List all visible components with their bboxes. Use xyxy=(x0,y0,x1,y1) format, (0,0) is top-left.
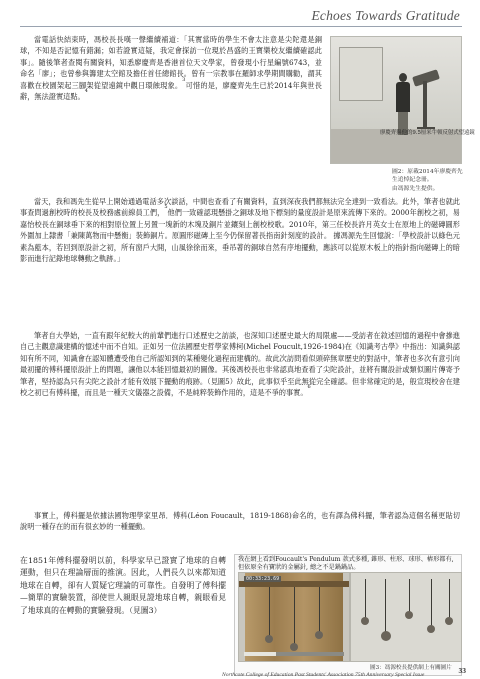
paragraph-4-text: 事實上，傅科擺是依據法國物理學家里昂．傅科(Léon Foucault，1819-1868)命名的，也有譯為佛科擺，筆者認為這個名稱更貼切說明一種存在的而有很玄妙的一種擺動。 xyxy=(20,511,460,532)
figure-2-caption-line-1: 圖2：原載2014年廖慶齊先生追悼紀念冊。 xyxy=(392,169,463,184)
liao-telescope-photo xyxy=(330,36,462,164)
footnote-ref-4: 4 xyxy=(84,88,88,95)
paragraph-2 xyxy=(20,196,460,264)
pendulum-figure-label: 我在網上看到Foucault's Pendulum 款式多種, 錐形、柱形、球形、樁形都有,但依原全有寶狀的金屬針, 總之不是鍋鍋品。 xyxy=(238,556,454,572)
figure-2-caption xyxy=(392,168,464,193)
paragraph-3-text: 筆者自大學始，一直有跟年紀較大的前輩們進行口述歷史之訪談，也深知口述歷史最大的局限處——受訪者在敘述回憶的過程中會摻進自己主觀意識建構的憶述中而不自知。正如另一位法國歷史哲學家傅柯(Michel Foucult,1926-1984)在《知識考古學》中指出：知識與認知有所不同，知識會在認知體遭受他自己所認知到的某種變化過程而建構的。故此次訪問看似頭碎無章歷史的對話中，筆者也多次有意引向最初擺的傅科擺原設計上的問題，讓他以本能回憶最初的圖像。其後馮校長也非常認真地查看了尖陀設計，並將有關設計或類似圖片傳寄予筆者，堅持認為只有尖陀之設計才能有效展下擺動的痕跡。（見圖5）故此，此事似乎至此無從完全確認。但非常確定的是，般宣現校舍在建校之初已有傅科擺，而且是一種天文儀器之設備，不是純粹裝飾作用的，這是不爭的事實。 xyxy=(20,331,460,398)
paragraph-4 xyxy=(20,510,460,533)
page-header-title: Echoes Towards Gratitude xyxy=(311,8,460,23)
footnote-ref-3: 3 xyxy=(182,76,186,83)
footnote-ref-6: 6 xyxy=(307,384,311,391)
pendulum-photo-gallery xyxy=(350,572,462,662)
paragraph-5 xyxy=(20,555,226,617)
paragraph-1-tail: 可惜的是，廖慶齊先生已於2014年與世長辭，無法證實這點。 xyxy=(20,80,322,102)
paragraph-3 xyxy=(20,330,460,398)
figure-2-caption-line-2: 由馮源先生提供。 xyxy=(392,185,439,192)
video-timestamp: 00:33:23.69 xyxy=(246,576,280,582)
paragraph-2-text: 當天，我和馮先生從早上開始通過電話多次談話，中間也查看了有關資料，直到深夜我們都無法完全達到一致看法。此外，筆者也就此事查問過創校時的校長及校務處前線員工們， xyxy=(20,197,460,218)
page-number: 33 xyxy=(458,666,466,675)
video-progress-bar[interactable] xyxy=(244,652,344,656)
footnote-ref-5: 5 xyxy=(164,204,168,211)
paragraph-1-text: 當電話快結束時，馮校長長嘆一聲繼續補道：「其實當時的學生不會太注意是尖陀還是銅球，不知是否記憶有錯漏；如若證實這疑，我定會探訪一位現於昌盛的王寶樂校友繼續確認此事」。隨後筆者查閱有關資料，知悉廖慶齊是香港首位天文學家，曾發現小行星編號6743，並命名「廖」；也曾參與籌建太空館及擔任首任總館長。曾有一宗教事在羅師求學期間購勸，謂其喜歡在校園架起三腳架從望遠鏡中觀日環蝕現象。 xyxy=(20,35,322,90)
footer-publication: Northcote College of Education Past Students' Association 75th Anniversary Special Issue xyxy=(222,672,425,678)
photo-inset-caption: 廖慶齊與他的9.5厘米牛頓反射式望遠鏡 xyxy=(380,130,475,136)
pendulum-video-frame xyxy=(238,572,350,662)
figure-3-caption: 圖3：馮源校長提供網上有關圖片 xyxy=(370,665,452,671)
paragraph-2-tail: 他們一致確認現懸掛之銅球及地下標刻的量度設計是原來流傳下來的。2000年創校之初，易嘉怡校長在銅球垂下來的相對原位置上另置一塊新的木塊及銅片並鑲刻上創校校歌。2010年，第三任校長許月英女士在原地上的磁磚圓形外圍加上隸書「兼陳萬物而中懸衡」裝飾銅片。原圓形磁磚上至今仍保留著長指南針刻度的設計。 據馮源先生回憶說：「學校設計以綠色元素為藍本，若回到原設計之初，所有窗戶大開，山風徐徐而來，垂吊著的銅球自然有序地擺動，應該可以從原木板上的指針指向磁磚上的暗影而進行記錄地球轉動之軌跡。」 xyxy=(20,208,460,264)
header-divider xyxy=(20,26,462,27)
paragraph-5-text: 在1851年傅科擺發明以前，科學家早已證實了地球的自轉運動，但只在理論層面的推演。因此，人們長久以來都知道地球在自轉，卻有人質疑它理論的可靠性。自發明了傅科擺—簡單的實驗裝置，卻使世人親眼見證地球自轉，親眼看見了地球真的在轉動的實驗發現。（見圖3） xyxy=(20,556,226,615)
paragraph-1 xyxy=(20,34,322,102)
